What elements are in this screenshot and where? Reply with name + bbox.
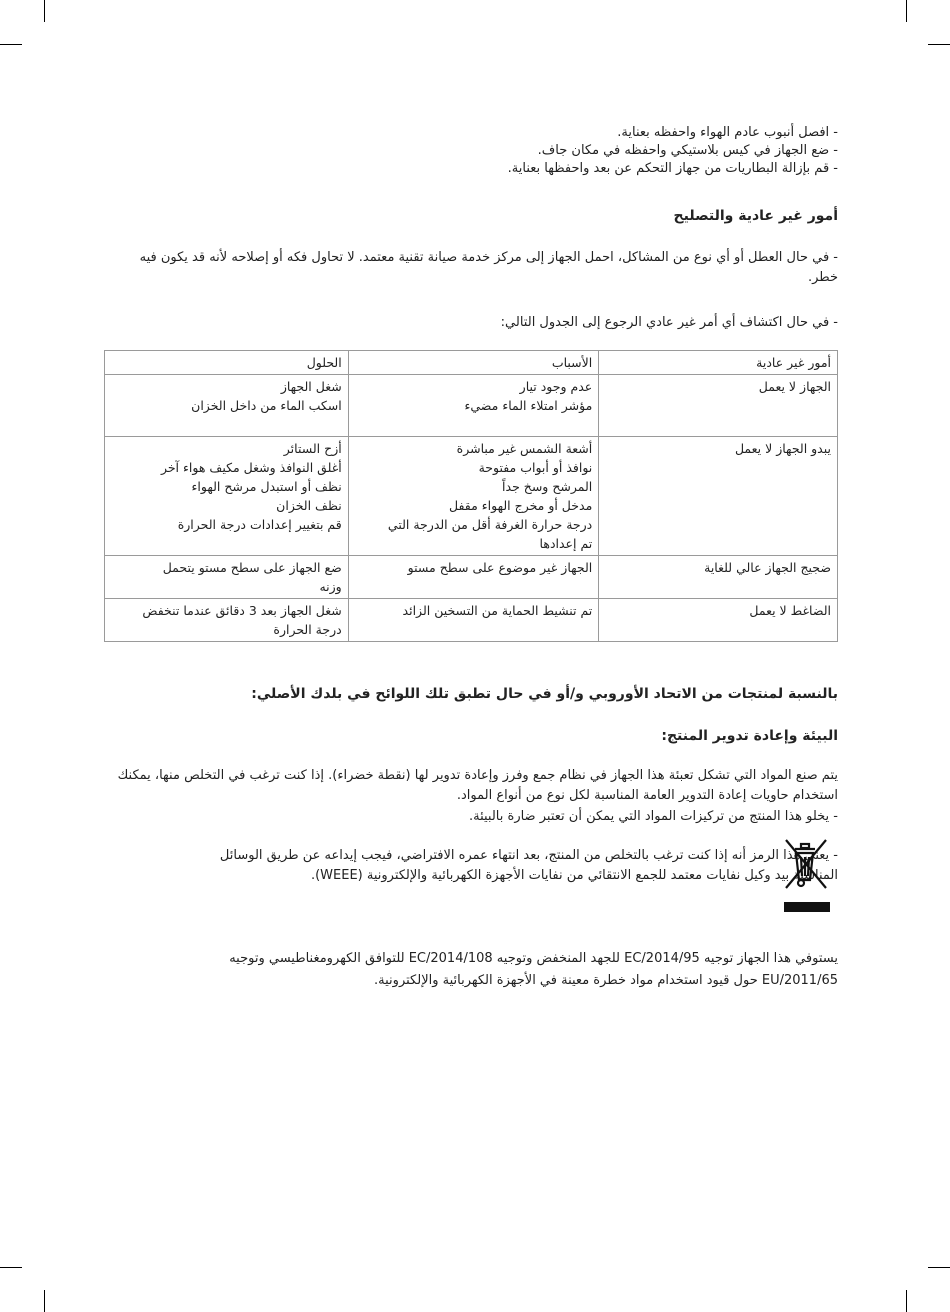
header-solutions: الحلول [105,351,349,375]
crop-mark [906,0,907,22]
crop-mark [44,0,45,22]
compliance-line: يستوفي هذا الجهاز توجيه EC/2014/95 للجهد المنخفض وتوجيه EC/2014/108 للتوافق الكهرومغناطيسي وتوجيه [229,951,838,966]
table-row [105,599,838,642]
care-line: - ضع الجهاز في كيس بلاستيكي واحفظه في مكان جاف. [537,143,838,158]
crop-mark [906,1290,907,1312]
crop-mark [0,44,22,45]
troubleshooting-table-intro: - في حال اكتشاف أي أمر غير عادي الرجوع إلى الجدول التالي: [500,315,838,330]
troubleshooting-table [104,350,838,642]
solution-text: أغلق النوافذ وشغل مكيف هواء آخر [160,460,342,475]
crop-mark [928,1267,950,1268]
solution-text: وزنه [319,579,342,594]
solution-text: نظف أو استبدل مرشح الهواء [191,479,342,494]
weee-text: - يعني هذا الرمز أنه إذا كنت ترغب بالتخلص من المنتج، بعد انتهاء عمره الافتراضي، فيجب إيداعه عن طريق الوسائل المناسبة بيد وكيل نفايات معتمد للجمع الانتقائي من نفايات الأجهزة الكهربائية والإلكترونية (WEEE). [219,848,838,883]
cause-text: نوافذ أو أبواب مفتوحة [478,460,593,475]
solution-text: نظف الخزان [276,498,342,513]
table-row [105,556,838,599]
cause-text: تم إعدادها [539,536,593,551]
crop-mark [928,44,950,45]
solution-text: أزح الستائر [283,441,342,456]
page [110,0,838,1312]
issue-text: ضجيج الجهاز عالي للغاية [704,560,831,575]
cause-text: عدم وجود تيار [519,379,593,394]
issue-text: الضاغط لا يعمل [749,603,831,618]
troubleshooting-intro: - في حال العطل أو أي نوع من المشاكل، احمل الجهاز إلى مركز خدمة صيانة تقنية معتمد. لا تحاول فكه أو إصلاحه لأنه قد يكون فيه خطر. [139,250,838,285]
environment-paragraph: يتم صنع المواد التي تشكل تعبئة هذا الجهاز في نظام جمع وفرز وإعادة تدوير لها (نقطة خضراء). إذا كنت ترغب في التخلص منها، يمكنك استخدام حاويات إعادة التدوير العامة المناسبة لكل نوع من أنواع المواد. [117,768,838,803]
compliance-line: EU/2011/65 حول قيود استخدام مواد خطرة معينة في الأجهزة الكهربائية والإلكترونية. [374,973,838,988]
table-row [105,437,838,556]
issue-text: يبدو الجهاز لا يعمل [734,441,831,456]
cause-text: مؤشر امتلاء الماء مضيء [464,398,593,413]
cause-text: مدخل أو مخرج الهواء مقفل [449,498,593,513]
crop-mark [0,1267,22,1268]
eu-heading: بالنسبة لمنتجات من الاتحاد الأوروبي و/أو في حال تطبق تلك اللوائح في بلدك الأصلي: [251,686,838,702]
solution-text: قم بتغيير إعدادات درجة الحرارة [177,517,342,532]
solution-text: ضع الجهاز على سطح مستو يتحمل [162,560,342,575]
environment-heading: البيئة وإعادة تدوير المنتج: [661,728,838,744]
table-header-row [105,351,838,375]
solution-text: درجة الحرارة [273,622,342,637]
solution-text: شغل الجهاز [280,379,342,394]
issue-text: الجهاز لا يعمل [758,379,831,394]
header-issue: أمور غير عادية [599,351,838,375]
cause-text: المرشح وسخ جداً [502,479,593,494]
solution-text: اسكب الماء من داخل الخزان [191,398,342,413]
table-row [105,375,838,437]
care-list [110,124,838,178]
troubleshooting-heading: أمور غير عادية والتصليح [673,208,838,224]
care-line: - قم بإزالة البطاريات من جهاز التحكم عن بعد واحفظها بعناية. [507,161,838,176]
care-line: - افصل أنبوب عادم الهواء واحفظه بعناية. [617,125,838,140]
environment-note: - يخلو هذا المنتج من تركيزات المواد التي يمكن أن تعتبر ضارة بالبيئة. [468,809,838,824]
solution-text: شغل الجهاز بعد 3 دقائق عندما تنخفض [142,603,342,618]
crossed-out-wheelie-bin-icon [782,836,834,914]
cause-text: أشعة الشمس غير مباشرة [456,441,593,456]
cause-text: تم تنشيط الحماية من التسخين الزائد [402,603,593,618]
cause-text: درجة حرارة الغرفة أقل من الدرجة التي [387,517,593,532]
header-causes: الأسباب [348,351,599,375]
cause-text: الجهاز غير موضوع على سطح مستو [407,560,593,575]
crop-mark [44,1290,45,1312]
